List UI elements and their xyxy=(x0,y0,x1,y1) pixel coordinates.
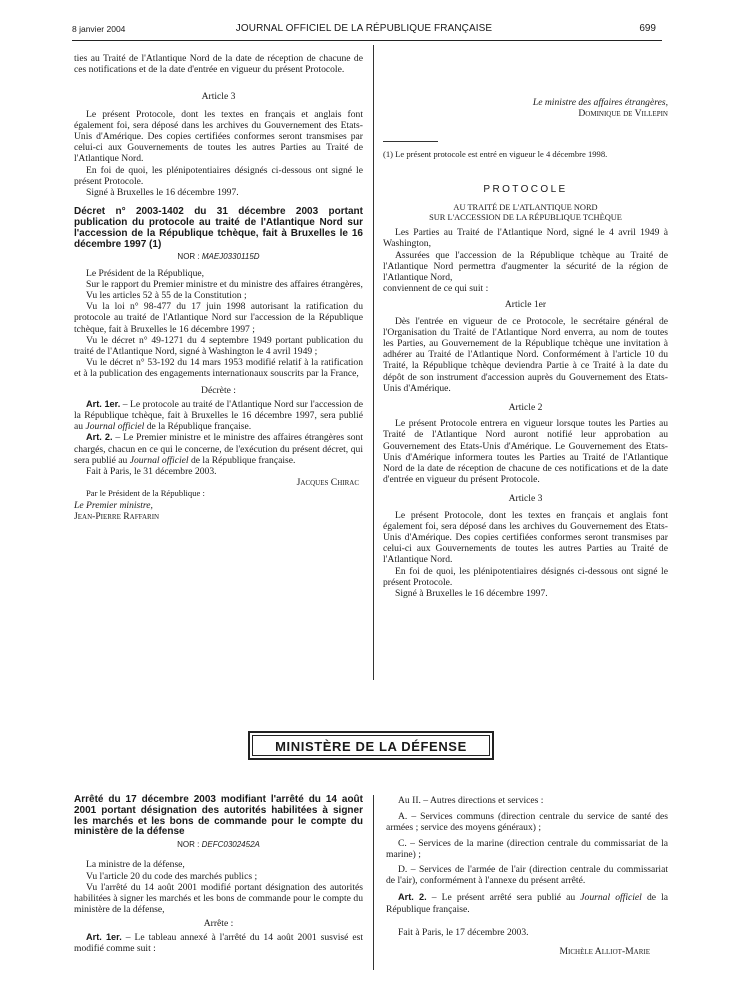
article-text: – Le tableau annexé à l'arrêté du 14 août 2001 susvisé est modifié comme suit : xyxy=(74,931,364,954)
column-divider-bottom xyxy=(373,795,374,970)
continued-text: ties au Traité de l'Atlantique Nord de la date de réception de chacune de ces notifications et de la date d'entrée en vigueur du présent Protocole. xyxy=(74,53,363,76)
protocol-article-3-text-2: En foi de quoi, les plénipotentiaires désignés ci-dessous ont signé le présent Protocole. xyxy=(383,565,668,588)
minister-signature-block xyxy=(533,97,668,119)
article-text-end: de la République française. xyxy=(144,421,252,433)
header-date: 8 janvier 2004 xyxy=(72,24,126,34)
arrete-title: Arrêté du 17 décembre 2003 modifiant l'arrêté du 14 août 2001 portant désignation des autorités habilitées à signer les marchés et les bons de commande pour le compte du ministère de la défense xyxy=(74,794,363,838)
decree-nor xyxy=(74,251,363,262)
protocol-article-2-title: Article 2 xyxy=(508,402,543,414)
services-marine: C. – Services de la marine (direction centrale du commissariat de la marine) ; xyxy=(386,837,668,860)
left-column xyxy=(74,53,363,522)
rapport-line: Sur le rapport du Premier ministre et du ministre des affaires étrangères, xyxy=(86,278,363,290)
vu-line-4: Vu le décret n° 53-192 du 14 mars 1953 modifié relatif à la ratification et à la publication des engagements internationaux souscrits par la France, xyxy=(74,357,363,380)
header-title: JOURNAL OFFICIEL DE LA RÉPUBLIQUE FRANÇAISE xyxy=(235,23,493,34)
article-text-end: de la République française. xyxy=(188,454,296,466)
fait-line: Fait à Paris, le 31 décembre 2003. xyxy=(86,466,217,478)
minister-defense-signature: Michèle Alliot-Marie xyxy=(559,946,650,958)
pm-signature: Jean-Pierre Raffarin xyxy=(74,510,160,522)
arrete-article-1 xyxy=(74,932,363,954)
protocol-article-2-text: Le présent Protocole entrera en vigueur lorsque toutes les Parties au Traité de l'Atlantique Nord auront notifié leur approbation au Gouvernement des Etats-Unis d'Amérique. Le Gouvernement des Etats-Unis d'Amérique informera toutes les Parties au Traité de l'Atlantique Nord de la date de réception de chacune de ces notifications et de la date d'entrée en vigueur du présent Protocole. xyxy=(383,418,668,486)
article-label: Art. 2. xyxy=(398,892,427,903)
nor-label: NOR : xyxy=(177,252,200,262)
arrete-line-1: La ministre de la défense, xyxy=(86,859,185,871)
journal-reference: Journal officiel xyxy=(85,421,145,433)
arrete-fait: Fait à Paris, le 17 décembre 2003. xyxy=(398,926,529,938)
journal-reference: Journal officiel xyxy=(129,454,189,466)
services-communs: A. – Services communs (direction centrale du service de santé des armées ; service des moyens généraux) ; xyxy=(386,811,668,834)
protocol-article-1-title: Article 1er xyxy=(504,299,547,311)
article-3-title: Article 3 xyxy=(201,91,236,103)
bottom-left-column xyxy=(74,795,363,954)
article-3-text-2: En foi de quoi, les plénipotentiaires désignés ci-dessous ont signé le présent Protocole. xyxy=(74,164,363,187)
decree-article-1 xyxy=(74,399,363,433)
decree-title: Décret n° 2003-1402 du 31 décembre 2003 portant publication du protocole au traité de l'Atlantique Nord sur l'accession de la République tchèque, fait à Bruxelles le 16 décembre 1997 (1) xyxy=(74,206,363,250)
arrete-line-2: Vu l'article 20 du code des marchés publics ; xyxy=(86,870,258,882)
journal-reference: Journal officiel xyxy=(580,892,642,904)
protocol-heading: PROTOCOLE xyxy=(483,184,568,195)
page-header xyxy=(72,22,656,38)
arrete-article-2 xyxy=(386,892,668,914)
protocol-article-1-text: Dès l'entrée en vigueur de ce Protocole, le secrétaire général de l'Organisation du Traité de l'Atlantique Nord enverra, au nom de toutes les Parties, au Gouvernement de la République tchèque une invitation à adhérer au Traité de l'Atlantique Nord. Conformément à l'article 10 du Traité, la République tchèque deviendra Partie à ce Traité à la date du dépôt de son instrument d'accession auprès du Gouvernement des Etats-Unis d'Amérique. xyxy=(383,315,668,394)
vu-line-2: Vu la loi n° 98-477 du 17 juin 1998 autorisant la ratification du protocole au traité de l'Atlantique Nord sur l'accession de la République tchèque, fait à Bruxelles le 16 décembre 1997 ; xyxy=(74,301,363,335)
arrete-nor xyxy=(74,839,363,850)
protocol-article-3-text: Le présent Protocole, dont les textes en français et anglais font également foi, sera déposé dans les archives du Gouvernement des Etats-Unis d'Amérique. Des copies certifiées conformes seront transmises par celui-ci aux Gouvernements de toutes les autres Parties au Traité de l'Atlantique Nord. xyxy=(383,509,668,566)
header-rule xyxy=(72,40,662,41)
services-air: D. – Services de l'armée de l'air (direction centrale du commissariat de l'air), conformément à l'annexe du présent arrêté. xyxy=(386,864,668,887)
protocol-intro-3: conviennent de ce qui suit : xyxy=(383,283,489,295)
article-label: Art. 1er. xyxy=(86,931,122,942)
president-signature: Jacques Chirac xyxy=(296,477,359,489)
nor-code: DEFC0302452A xyxy=(201,840,260,850)
nor-label: NOR : xyxy=(177,840,200,850)
ministry-banner xyxy=(248,731,494,760)
bottom-right-column xyxy=(386,795,668,957)
minister-title: Le ministre des affaires étrangères, xyxy=(532,97,668,108)
protocol-intro-1: Les Parties au Traité de l'Atlantique Nord, signé le 4 avril 1949 à Washington, xyxy=(383,227,668,250)
article-label: Art. 2. xyxy=(86,432,113,443)
decree-article-2 xyxy=(74,432,363,466)
article-text: – Le Premier ministre et le ministre des affaires étrangères sont chargés, chacun en ce qui le concerne, de l'exécution du présent décret, qui sera publié au xyxy=(74,432,363,466)
article-3-text-3: Signé à Bruxelles le 16 décembre 1997. xyxy=(86,187,239,199)
par-le-president: Par le Président de la République : xyxy=(86,488,205,499)
footnote-text: (1) Le présent protocole est entré en vigueur le 4 décembre 1998. xyxy=(383,149,608,159)
arrete-line-3: Vu l'arrêté du 14 août 2001 modifié portant désignation des autorités habilitées à signer les marchés et les bons de commande pour le compte du ministère de la défense, xyxy=(74,881,363,916)
protocol-intro-2: Assurées que l'accession de la République tchèque au Traité de l'Atlantique Nord permettra d'augmenter la sécurité de la région de l'Atlantique Nord, xyxy=(383,249,668,284)
protocol-subtitle-1: AU TRAITÉ DE L'ATLANTIQUE NORD xyxy=(453,203,598,213)
arrete-label: Arrête : xyxy=(203,918,234,930)
president-line: Le Président de la République, xyxy=(86,267,205,279)
column-divider xyxy=(373,45,374,680)
protocol-subtitle-2: SUR L'ACCESSION DE LA RÉPUBLIQUE TCHÈQUE xyxy=(429,213,622,223)
footnote-rule xyxy=(383,141,438,142)
minister-signature: Dominique de Villepin xyxy=(578,108,668,120)
ministry-title: MINISTÈRE DE LA DÉFENSE xyxy=(252,735,490,756)
right-column xyxy=(383,184,668,599)
nor-code: MAEJ0330115D xyxy=(201,252,260,262)
footnote xyxy=(383,149,668,159)
article-label: Art. 1er. xyxy=(86,398,121,409)
article-text: – Le présent arrêté sera publié au xyxy=(426,892,581,904)
page-number: 699 xyxy=(639,23,656,34)
directions-line: Au II. – Autres directions et services : xyxy=(398,795,544,806)
protocol-article-3-title: Article 3 xyxy=(508,493,543,505)
vu-line-1: Vu les articles 52 à 55 de la Constitution ; xyxy=(86,290,247,302)
pm-title: Le Premier ministre, xyxy=(74,499,153,511)
article-3-text: Le présent Protocole, dont les textes en français et anglais font également foi, sera déposé dans les archives du Gouvernement des Etats-Unis d'Amérique. Des copies certifiées conformes seront transmises par celui-ci aux Gouvernements de toutes les autres Parties au Traité de l'Atlantique Nord. xyxy=(74,108,363,165)
article-text: – Le protocole au traité de l'Atlantique Nord sur l'accession de la République tchèque, fait à Bruxelles le 16 décembre 1997, sera publié au xyxy=(74,398,363,433)
protocol-article-3-text-3: Signé à Bruxelles le 16 décembre 1997. xyxy=(395,588,548,600)
article-text-end: de la République française. xyxy=(386,892,668,915)
decrete-line: Décrète : xyxy=(201,384,236,396)
vu-line-3: Vu le décret n° 49-1271 du 4 septembre 1949 portant publication du traité de l'Atlantique Nord, signé à Washington le 4 avril 1949 ; xyxy=(74,334,363,358)
